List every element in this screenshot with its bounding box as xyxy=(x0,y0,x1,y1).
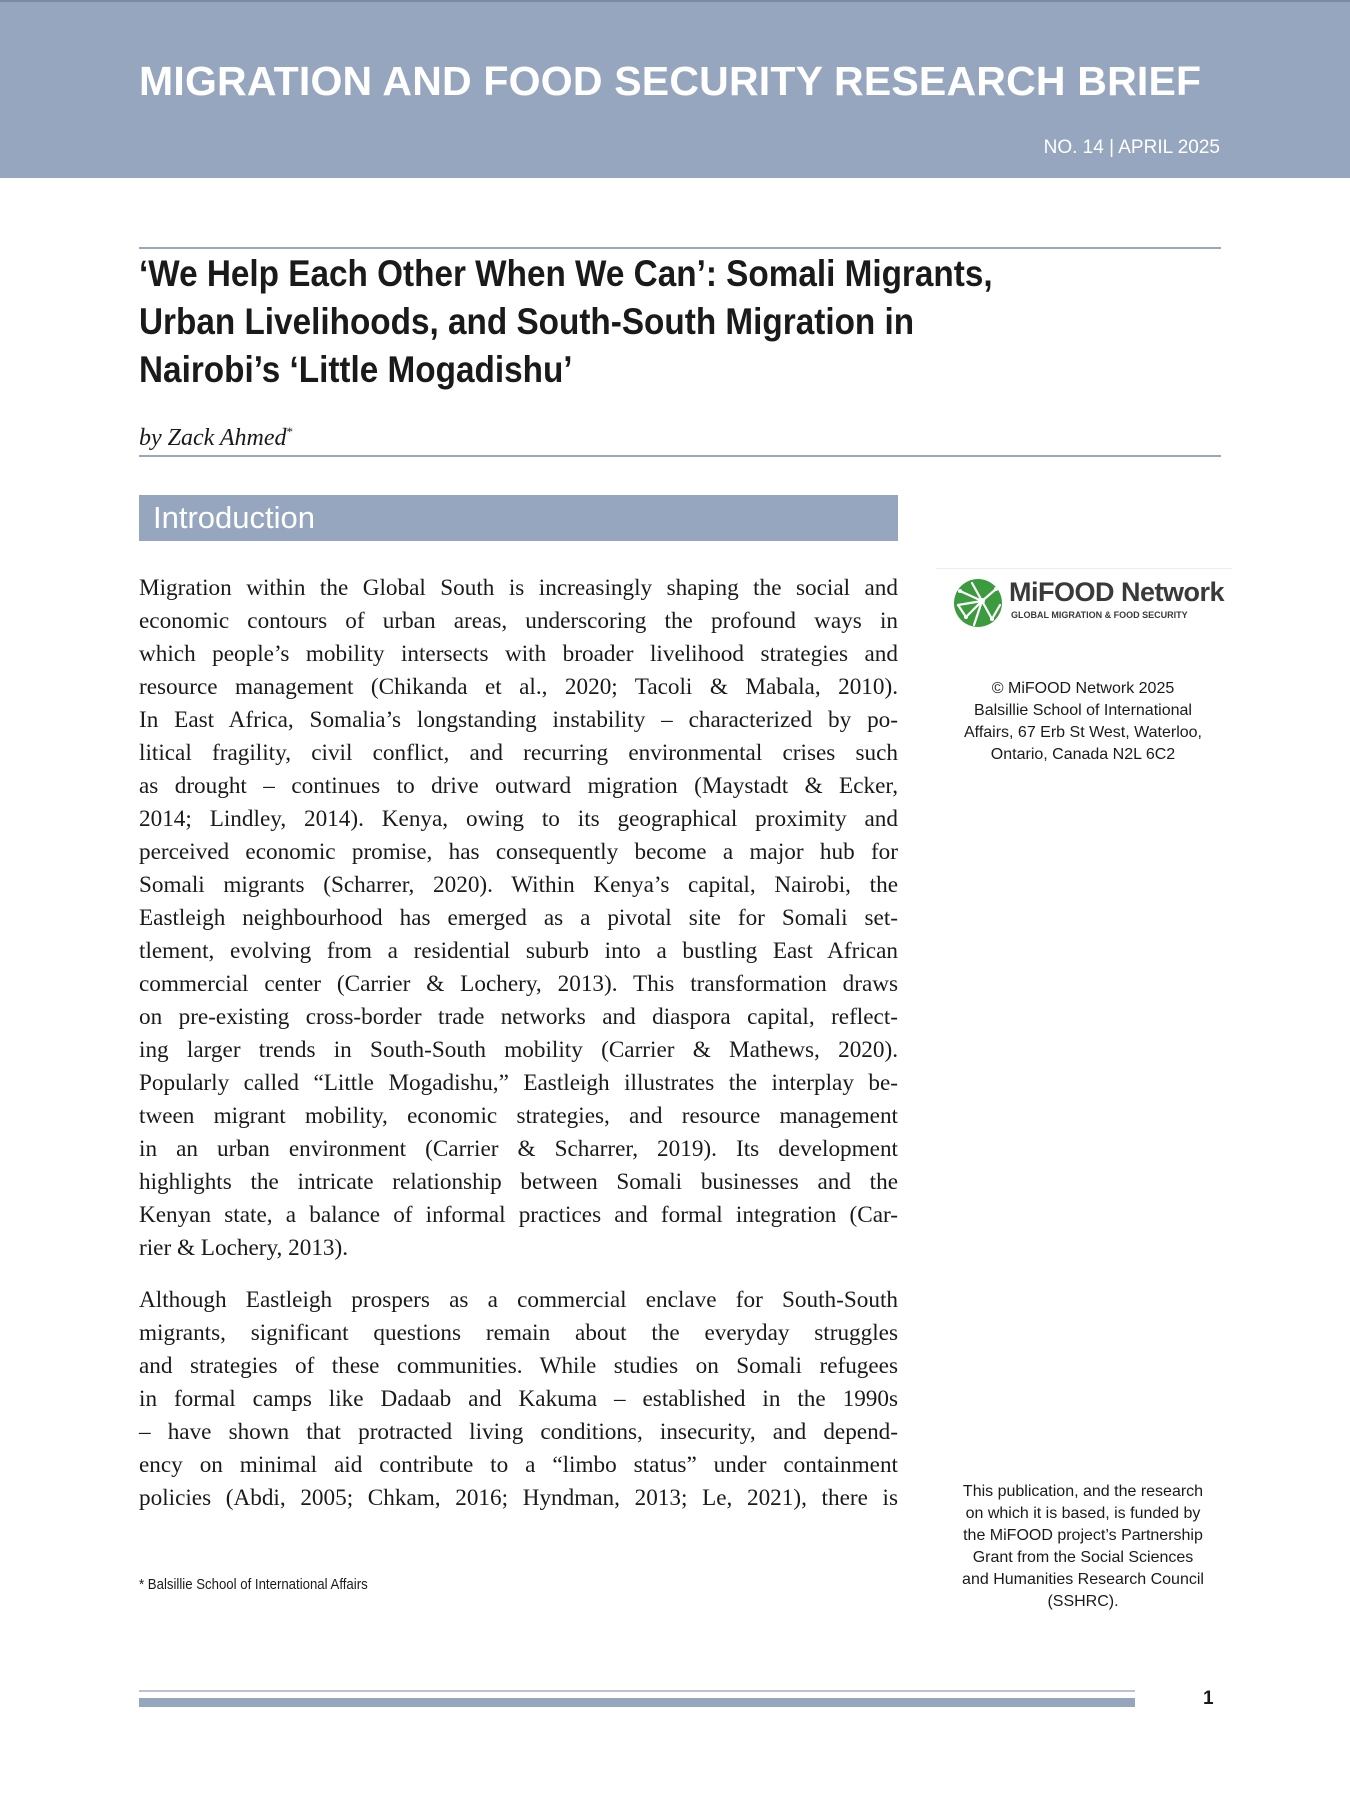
text-line: Although Eastleigh prospers as a commercial enclave for South-South xyxy=(139,1287,898,1313)
text-line: as drought – continues to drive outward migration (Maystadt & Ecker, xyxy=(139,773,898,799)
issue-number: NO. 14 | APRIL 2025 xyxy=(1043,137,1220,158)
copyright-line: Affairs, 67 Erb St West, Waterloo, xyxy=(963,724,1202,741)
paragraph-2 xyxy=(139,1284,898,1515)
section-heading-bar xyxy=(139,495,898,541)
text-line: in an urban environment (Carrier & Scharrer, 2019). Its development xyxy=(139,1136,898,1162)
title-line: Nairobi’s ‘Little Mogadishu’ xyxy=(139,349,573,390)
paragraph-1 xyxy=(139,572,898,1265)
byline xyxy=(139,424,293,452)
funding-notice xyxy=(943,1481,1223,1613)
author-name: by Zack Ahmed xyxy=(139,425,287,451)
title-line: Urban Livelihoods, and South-South Migration in xyxy=(139,301,915,342)
text-line: in formal camps like Dadaab and Kakuma – established in the 1990s xyxy=(139,1386,898,1412)
text-line: highlights the intricate relationship between Somali businesses and the xyxy=(139,1169,898,1195)
copyright-line: © MiFOOD Network 2025 xyxy=(991,680,1175,697)
footer-bar xyxy=(139,1698,1135,1707)
text-line: economic contours of urban areas, underscoring the profound ways in xyxy=(139,608,898,634)
section-heading: Introduction xyxy=(153,500,315,535)
title-line: ‘We Help Each Other When We Can’: Somali Migrants, xyxy=(139,253,993,294)
text-line: perceived economic promise, has consequently become a major hub for xyxy=(139,839,898,865)
author-affiliation-footnote: * Balsillie School of International Affairs xyxy=(139,1576,368,1593)
text-line: which people’s mobility intersects with broader livelihood strategies and xyxy=(139,641,898,667)
text-line: resource management (Chikanda et al., 2020; Tacoli & Mabala, 2010). xyxy=(139,674,898,700)
text-line: Kenyan state, a balance of informal practices and formal integration (Car- xyxy=(139,1202,898,1228)
text-line: and strategies of these communities. While studies on Somali refugees xyxy=(139,1353,898,1379)
byline-rule xyxy=(139,455,1221,457)
logo-name: MiFOOD Network xyxy=(1009,577,1225,607)
text-line: policies (Abdi, 2005; Chkam, 2016; Hyndman, 2013; Le, 2021), there is xyxy=(139,1485,898,1511)
page-number: 1 xyxy=(1203,1688,1214,1709)
mifood-logo xyxy=(936,568,1232,630)
title-top-rule xyxy=(139,247,1221,249)
text-line: litical fragility, civil conflict, and recurring environmental crises such xyxy=(139,740,898,766)
text-line: Migration within the Global South is increasingly shaping the social and xyxy=(139,575,898,601)
text-line: ency on minimal aid contribute to a “limbo status” under containment xyxy=(139,1452,898,1478)
copyright-notice xyxy=(943,678,1223,766)
text-line: on pre-existing cross-border trade networks and diaspora capital, reflect- xyxy=(139,1004,898,1030)
network-globe-icon xyxy=(952,577,1004,629)
text-line: Popularly called “Little Mogadishu,” Eastleigh illustrates the interplay be- xyxy=(139,1070,898,1096)
copyright-line: Balsillie School of International xyxy=(974,702,1192,719)
funding-line: on which it is based, is funded by xyxy=(965,1505,1201,1522)
funding-line: Grant from the Social Sciences xyxy=(972,1549,1194,1566)
author-footnote-mark: * xyxy=(286,424,294,439)
funding-line: the MiFOOD project’s Partnership xyxy=(963,1527,1203,1544)
text-line: – have shown that protracted living conditions, insecurity, and depend- xyxy=(139,1419,898,1445)
footer-rule xyxy=(139,1690,1135,1692)
funding-line: and Humanities Research Council xyxy=(962,1571,1204,1588)
series-title: MIGRATION AND FOOD SECURITY RESEARCH BRIEF xyxy=(139,58,1202,104)
text-line: tween migrant mobility, economic strategies, and resource management xyxy=(139,1103,898,1129)
text-line: In East Africa, Somalia’s longstanding instability – characterized by po- xyxy=(139,707,898,733)
text-line: rier & Lochery, 2013). xyxy=(139,1235,349,1261)
text-line: tlement, evolving from a residential suburb into a bustling East African xyxy=(139,938,898,964)
funding-line: This publication, and the research xyxy=(962,1483,1204,1500)
text-line: Eastleigh neighbourhood has emerged as a pivotal site for Somali set- xyxy=(139,905,898,931)
text-line: Somali migrants (Scharrer, 2020). Within Kenya’s capital, Nairobi, the xyxy=(139,872,898,898)
text-line: migrants, significant questions remain about the everyday struggles xyxy=(139,1320,898,1346)
text-line: 2014; Lindley, 2014). Kenya, owing to its geographical proximity and xyxy=(139,806,898,832)
copyright-line: Ontario, Canada N2L 6C2 xyxy=(990,746,1176,763)
logo-tagline: GLOBAL MIGRATION & FOOD SECURITY xyxy=(1011,610,1188,620)
text-line: ing larger trends in South-South mobility (Carrier & Mathews, 2020). xyxy=(139,1037,898,1063)
funding-line: (SSHRC). xyxy=(1047,1593,1119,1610)
header-banner xyxy=(0,0,1350,178)
article-title xyxy=(139,250,1039,394)
text-line: commercial center (Carrier & Lochery, 2013). This transformation draws xyxy=(139,971,898,997)
